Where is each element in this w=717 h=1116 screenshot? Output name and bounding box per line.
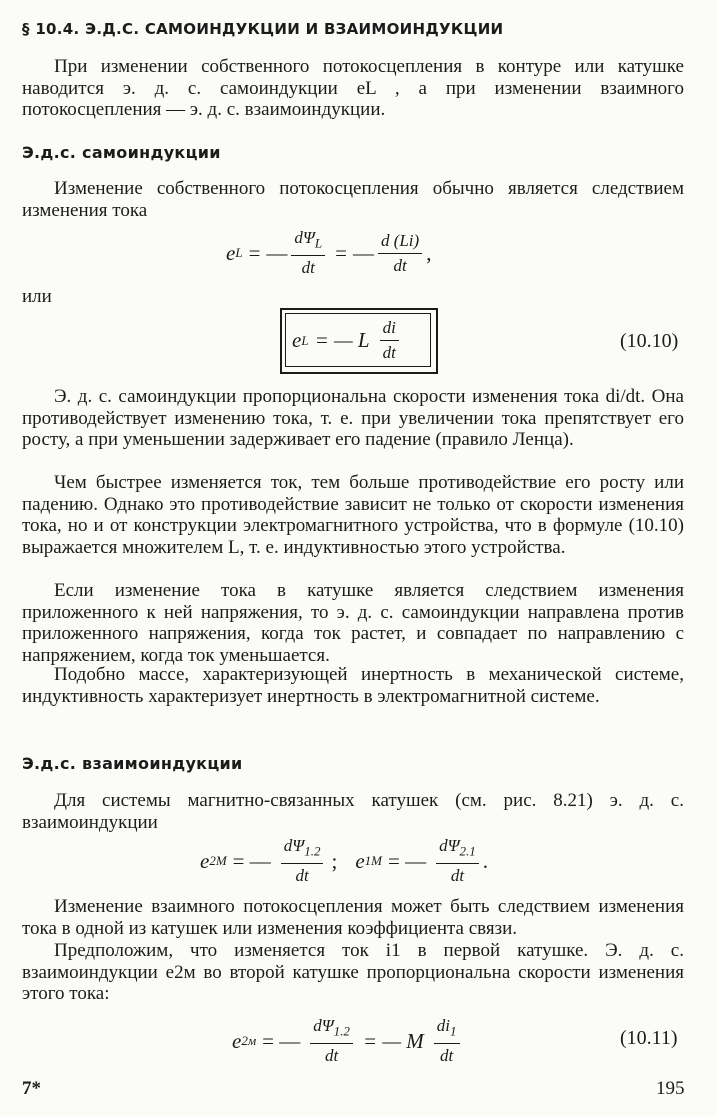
eq3-a-rhs: = — xyxy=(232,848,271,873)
eq3-a-lhs: e xyxy=(200,848,210,873)
eq3-b-den: dt xyxy=(450,866,465,886)
paragraph-2-text: Э. д. с. самоиндукции пропорциональна скорости изменения тока di/dt. Она противодействует изменению тока, т. е. при увеличении тока препятствует его росту, а при уменьшении задерживает его падение (правило Ленца). xyxy=(22,386,684,450)
eq4-den-2: dt xyxy=(440,1046,454,1066)
equation-10-10 xyxy=(292,318,403,363)
eq4-lhs: e xyxy=(232,1028,242,1053)
equation-self-induction xyxy=(226,228,431,278)
paragraph-8-text: Предположим, что изменяется ток i1 в первой катушке. Э. д. с. взаимоиндукции e2м во второй катушке пропорциональна скорости изменения этого тока: xyxy=(22,940,684,1004)
paragraph-3-text: Чем быстрее изменяется ток, тем больше противодействие его росту или падению. Однако это противодействие зависит не только от скорости изменения тока, но и от конструкции электромагнитного устройства, что в формуле (10.10) выражается множителем L, т. е. индуктивностью этого устройства. xyxy=(22,472,684,558)
eq2-num: di xyxy=(380,318,399,341)
eq3-b-fraction xyxy=(436,836,479,886)
word-ili: или xyxy=(22,286,52,307)
eq1-fraction-1 xyxy=(291,228,325,278)
eq2-lhs: e xyxy=(292,328,302,352)
eq3-a-num: dΨ xyxy=(283,836,305,855)
eq4-rhs-1: = — xyxy=(262,1028,301,1053)
eq3-b-lhs: e xyxy=(355,848,365,873)
equation-mutual-induction xyxy=(200,836,488,886)
eq2-den: dt xyxy=(382,343,396,362)
eq1-minus-2: — xyxy=(352,240,374,265)
eq2-rhs: = — L xyxy=(314,328,370,352)
eq3-b-num: dΨ xyxy=(439,836,460,855)
eq1-comma: , xyxy=(426,240,432,265)
equation-number-10-10: (10.10) xyxy=(620,330,679,352)
intro-text: При изменении собственного потокосцепления в контуре или катушке наводится э. д. с. самоиндукции eL , а при изменении взаимного потокосцепления — э. д. с. взаимоиндукции. xyxy=(22,56,684,120)
eq1-lhs-sub: L xyxy=(235,245,243,261)
eq4-num-2-sub: 1 xyxy=(450,1023,457,1039)
subheading-self-induction: Э.д.с. самоиндукции xyxy=(22,143,221,162)
equation-10-11 xyxy=(232,1016,464,1066)
eq1-equals: = xyxy=(248,240,261,265)
eq3-b-num-sub: 2.1 xyxy=(459,843,476,859)
eq3-b-rhs: = — xyxy=(387,848,427,873)
eq3-separator: ; xyxy=(331,848,338,873)
paragraph-8 xyxy=(22,940,684,1005)
page-number: 195 xyxy=(656,1078,685,1099)
eq1-f1-num-sub: L xyxy=(314,235,323,251)
eq1-f1-den: dt xyxy=(301,258,315,278)
paragraph-7 xyxy=(22,896,684,939)
eq1-lhs: e xyxy=(226,240,236,265)
eq4-lhs-sub: 2м xyxy=(241,1033,257,1049)
eq1-f2-den: dt xyxy=(393,255,407,275)
eq1-f2-num: d (Li) xyxy=(378,231,422,254)
paragraph-2 xyxy=(22,386,684,451)
eq4-num-1: dΨ xyxy=(313,1016,334,1035)
eq4-rhs-2: = — M xyxy=(362,1028,424,1053)
eq3-period: . xyxy=(482,848,489,873)
eq4-num-1-sub: 1.2 xyxy=(333,1023,350,1039)
eq4-den-1: dt xyxy=(324,1046,339,1066)
eq3-b-sub: 1М xyxy=(364,853,382,869)
section-title: § 10.4. Э.Д.С. САМОИНДУКЦИИ И ВЗАИМОИНДУКЦИИ xyxy=(22,20,504,38)
eq1-fraction-2 xyxy=(378,231,422,276)
paragraph-3 xyxy=(22,472,684,558)
equation-number-10-11: (10.11) xyxy=(620,1027,678,1049)
paragraph-5 xyxy=(22,664,684,707)
eq4-num-2: di xyxy=(436,1016,450,1035)
eq3-a-num-sub: 1.2 xyxy=(304,843,321,859)
eq2-fraction xyxy=(380,318,399,363)
paragraph-4-text: Если изменение тока в катушке является следствием изменения приложенного к ней напряжения, то э. д. с. самоиндукции направлена против приложенного напряжения, когда ток растет, и совпадает по направлению с напряжением, когда ток уменьшается. xyxy=(22,580,684,666)
eq4-fraction-1 xyxy=(310,1016,353,1066)
paragraph-7-text: Изменение взаимного потокосцепления может быть следствием изменения тока в одной из катушек или изменения коэффициента связи. xyxy=(22,896,684,939)
eq4-fraction-2 xyxy=(434,1016,460,1066)
intro-paragraph xyxy=(22,56,684,121)
paragraph-6 xyxy=(22,790,684,833)
paragraph-6-text: Для системы магнитно-связанных катушек (см. рис. 8.21) э. д. с. взаимоиндукции xyxy=(22,790,684,833)
eq1-equals-2: = xyxy=(335,240,347,265)
paragraph-4 xyxy=(22,580,684,666)
paragraph-5-text: Подобно массе, характеризующей инертность в механической системе, индуктивность характеризует инертность в электромагнитной системе. xyxy=(22,664,684,707)
eq3-a-fraction xyxy=(281,836,324,886)
eq3-a-sub: 2М xyxy=(209,853,227,869)
eq1-f1-num: dΨ xyxy=(294,228,315,247)
subheading-mutual-induction: Э.д.с. взаимоиндукции xyxy=(22,754,243,773)
eq3-a-den: dt xyxy=(295,866,309,886)
eq1-minus-1: — xyxy=(266,240,288,265)
footer-signature: 7* xyxy=(22,1078,41,1099)
eq2-lhs-sub: L xyxy=(301,332,309,348)
paragraph-1-text: Изменение собственного потокосцепления обычно является следствием изменения тока xyxy=(22,178,684,221)
paragraph-1 xyxy=(22,178,684,221)
